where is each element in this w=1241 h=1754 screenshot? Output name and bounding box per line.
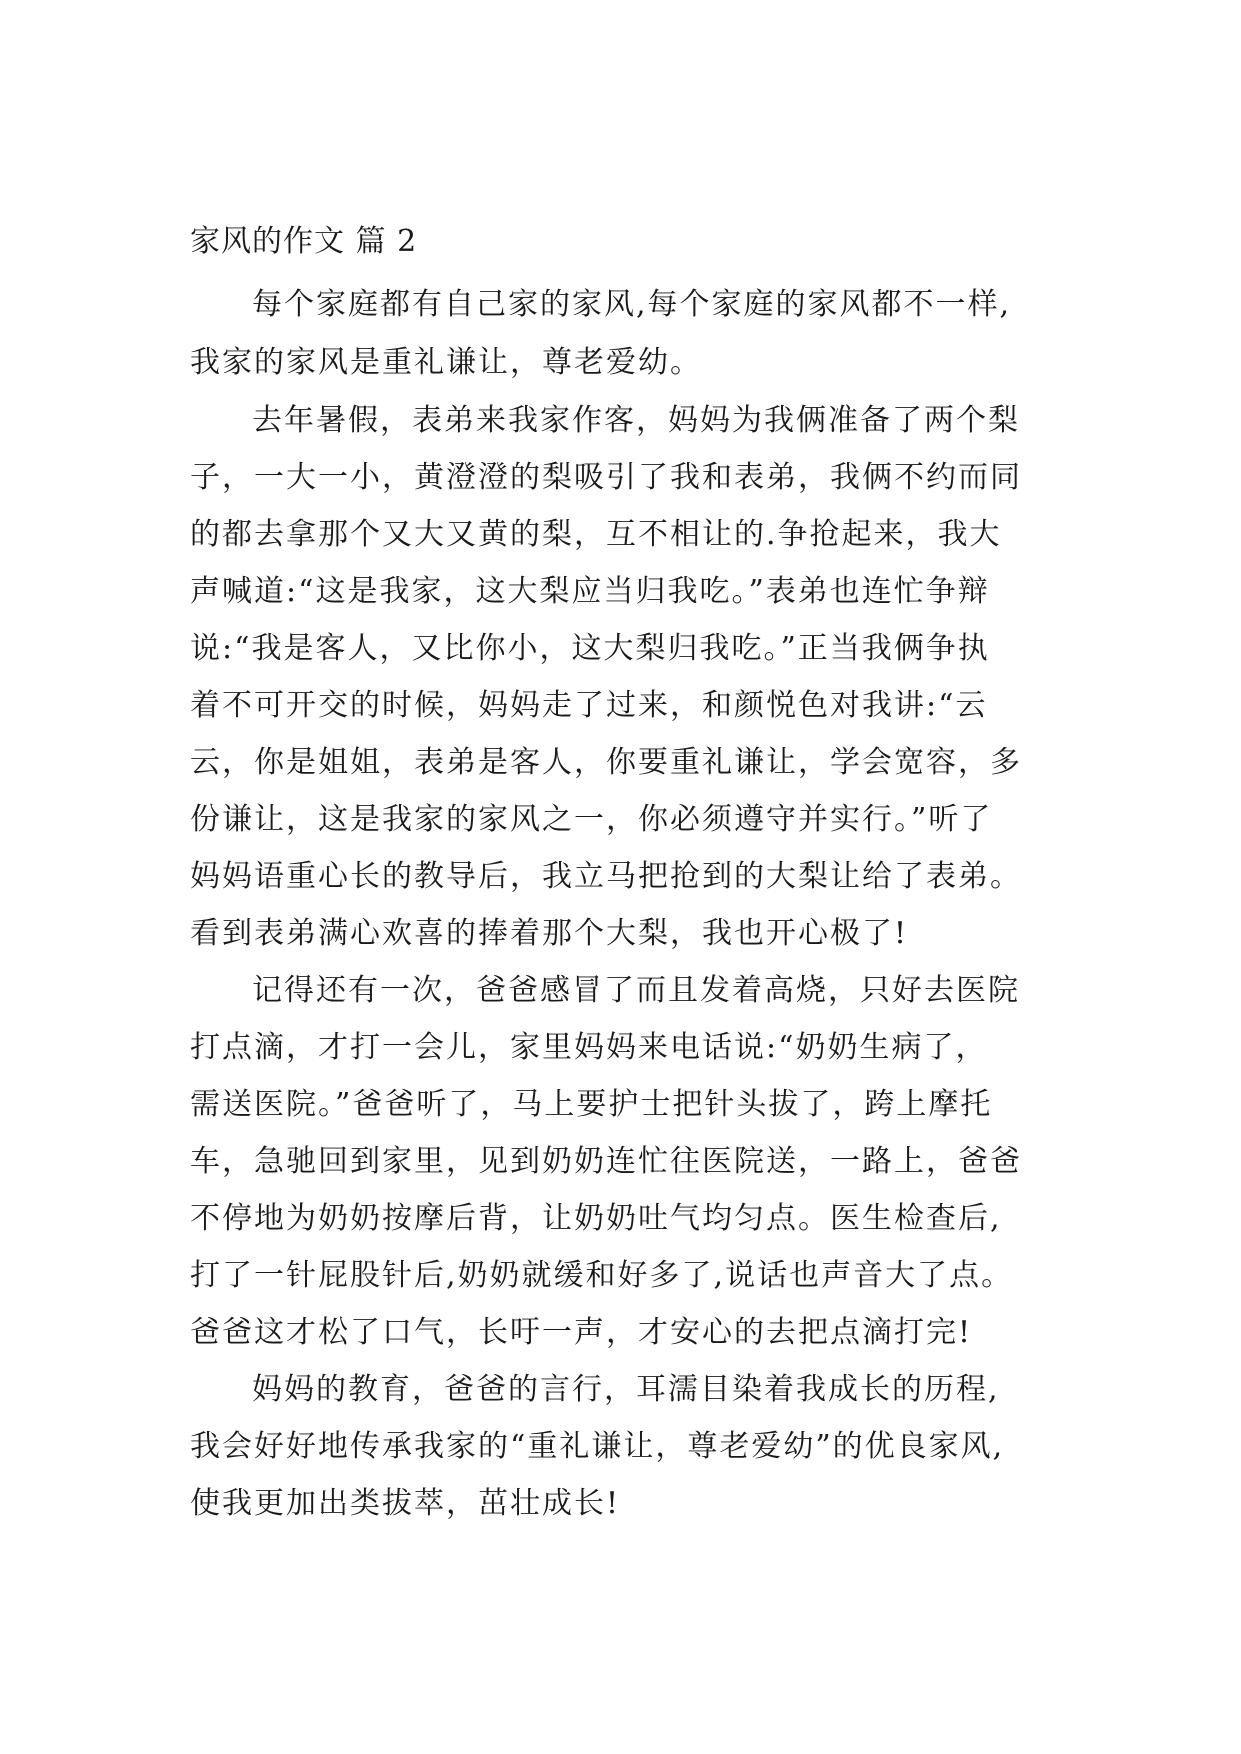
text-line: 不停地为奶奶按摩后背，让奶奶吐气均匀点。医生检查后, [190,1201,1002,1236]
text-line: 打点滴，才打一会儿，家里妈妈来电话说:“奶奶生病了， [190,1030,988,1065]
text-line: 我家的家风是重礼谦让，尊老爱幼。 [190,345,702,380]
text-line: 爸爸这才松了口气，长吁一声，才安心的去把点滴打完! [190,1315,973,1350]
text-line: 说:“我是客人，又比你小，这大梨归我吃。”正当我俩争执 [190,631,990,666]
text-line: 使我更加出类拔萃，茁壮成长! [190,1486,621,1521]
text-line: 着不可开交的时候，妈妈走了过来，和颜悦色对我讲:“云 [190,688,988,723]
text-line: 打了一针屁股针后,奶奶就缓和好多了,说话也声音大了点。 [190,1258,1014,1293]
document-title: 家风的作文 篇 2 [190,224,418,259]
text-line: 份谦让，这是我家的家风之一，你必须遵守并实行。”听了 [190,802,993,837]
text-line: 去年暑假，表弟来我家作客，妈妈为我俩准备了两个梨 [252,403,1020,438]
text-line: 云，你是姐姐，表弟是客人，你要重礼谦让，学会宽容，多 [190,745,1022,780]
text-line: 看到表弟满心欢喜的捧着那个大梨，我也开心极了! [190,916,909,951]
text-line: 子，一大一小，黄澄澄的梨吸引了我和表弟，我俩不约而同 [190,460,1022,495]
text-line: 的都去拿那个又大又黄的梨，互不相让的.争抢起来，我大 [190,517,1002,552]
text-line: 记得还有一次，爸爸感冒了而且发着高烧，只好去医院 [252,973,1020,1008]
text-line: 声喊道:“这是我家，这大梨应当归我吃。”表弟也连忙争辩 [190,574,990,609]
text-line: 妈妈的教育，爸爸的言行，耳濡目染着我成长的历程, [252,1372,1000,1407]
text-line: 妈妈语重心长的教导后，我立马把抢到的大梨让给了表弟。 [190,859,1022,894]
text-line: 我会好好地传承我家的“重礼谦让，尊老爱幼”的优良家风, [190,1429,1005,1464]
text-line: 需送医院。”爸爸听了，马上要护士把针头拔了，跨上摩托 [190,1087,993,1122]
text-line: 每个家庭都有自己家的家风,每个家庭的家风都不一样, [252,287,1012,322]
text-line: 车，急驰回到家里，见到奶奶连忙往医院送，一路上，爸爸 [190,1144,1022,1179]
